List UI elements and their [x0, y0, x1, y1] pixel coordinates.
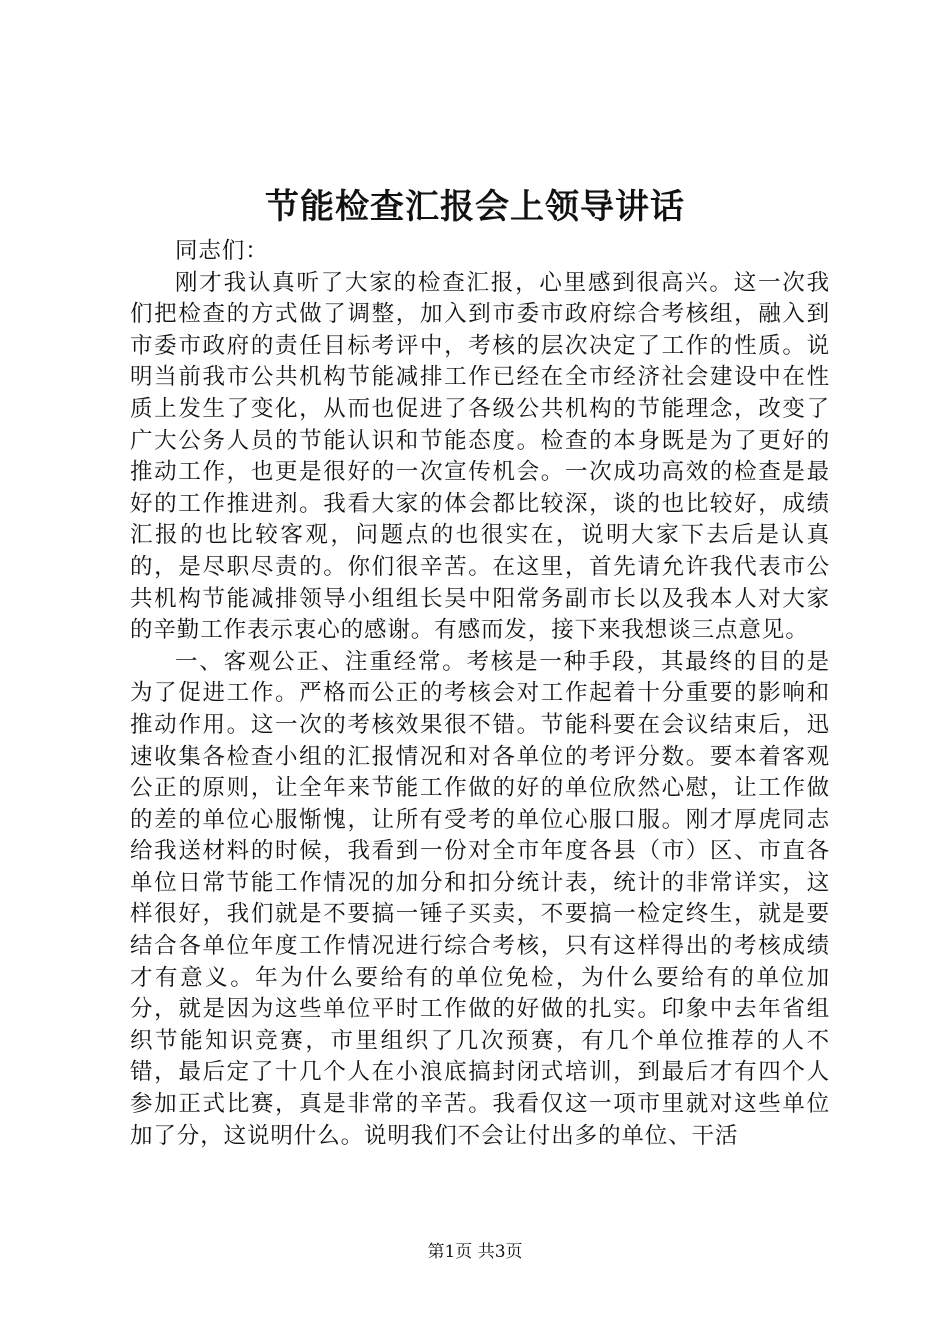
- document-body: [130, 236, 830, 1152]
- document-title: 节能检查汇报会上领导讲话: [265, 187, 685, 227]
- salutation-paragraph: 同志们：: [175, 238, 269, 264]
- page-number-footer: 第1页 共3页: [427, 1242, 523, 1262]
- intro-paragraph: 刚才我认真听了大家的检查汇报，心里感到很高兴。这一次我们把检查的方式做了调整，加入到市委市政府综合考核组，融入到市委市政府的责任目标考评中，考核的层次决定了工作的性质。说明当前我市公共机构节能减排工作已经在全市经济社会建设中在性质上发生了变化，从而也促进了各级公共机构的节能理念，改变了广大公务人员的节能认识和节能态度。检查的本身既是为了更好的推动工作，也更是很好的一次宣传机会。一次成功高效的检查是最好的工作推进剂。我看大家的体会都比较深，谈的也比较好，成绩汇报的也比较客观，问题点的也很实在，说明大家下去后是认真的，是尽职尽责的。你们很辛苦。在这里，首先请允许我代表市公共机构节能减排领导小组组长吴中阳常务副市长以及我本人对大家的辛勤工作表示衷心的感谢。有感而发，接下来我想谈三点意见。: [130, 269, 830, 644]
- section-one-paragraph: 一、客观公正、注重经常。考核是一种手段，其最终的目的是为了促进工作。严格而公正的考核会对工作起着十分重要的影响和推动作用。这一次的考核效果很不错。节能科要在会议结束后，迅速收集各检查小组的汇报情况和对各单位的考评分数。要本着客观公正的原则，让全年来节能工作做的好的单位欣然心慰，让工作做的差的单位心服惭愧，让所有受考的单位心服口服。刚才厚虎同志给我送材料的时候，我看到一份对全市年度各县（市）区、市直各单位日常节能工作情况的加分和扣分统计表，统计的非常详实，这样很好，我们就是不要搞一锤子买卖，不要搞一检定终生，就是要结合各单位年度工作情况进行综合考核，只有这样得出的考核成绩才有意义。年为什么要给有的单位免检，为什么要给有的单位加分，就是因为这些单位平时工作做的好做的扎实。印象中去年省组织节能知识竞赛，市里组织了几次预赛，有几个单位推荐的人不错，最后定了十几个人在小浪底搞封闭式培训，到最后才有四个人参加正式比赛，真是非常的辛苦。我看仅这一项市里就对这些单位加了分，这说明什么。说明我们不会让付出多的单位、干活: [130, 648, 830, 1149]
